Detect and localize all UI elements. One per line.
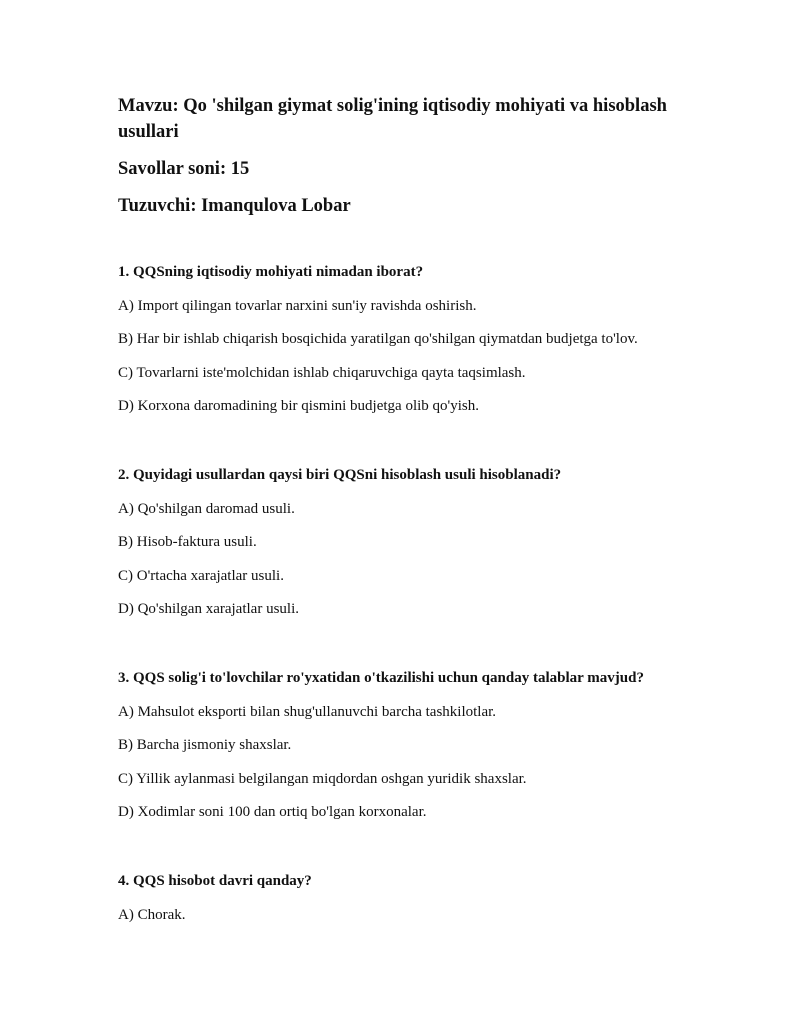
question-text: 4. QQS hisobot davri qanday? — [118, 873, 312, 889]
answer-option: A) Qo'shilgan daromad usuli. — [118, 500, 295, 517]
question-block — [118, 465, 738, 619]
question-block — [118, 871, 738, 925]
topic-title: Mavzu: Qo 'shilgan giymat solig'ining iqtisodiy mohiyati va hisoblash usullari — [118, 96, 667, 142]
question-block — [118, 262, 738, 416]
answer-option: D) Qo'shilgan xarajatlar usuli. — [118, 601, 299, 617]
answer-option: D) Xodimlar soni 100 dan ortiq bo'lgan korxonalar. — [118, 804, 427, 820]
answer-option: B) Barcha jismoniy shaxslar. — [118, 737, 292, 753]
answer-option: D) Korxona daromadining bir qismini budjetga olib qo'yish. — [118, 398, 479, 414]
author-line: Tuzuvchi: Imanqulova Lobar — [118, 196, 351, 216]
document-header — [118, 93, 688, 219]
question-text: 1. QQSning iqtisodiy mohiyati nimadan iborat? — [118, 264, 424, 280]
answer-option: C) O'rtacha xarajatlar usuli. — [118, 567, 284, 584]
answer-option: C) Yillik aylanmasi belgilangan miqdordan oshgan yuridik shaxslar. — [118, 770, 527, 787]
question-text: 2. Quyidagi usullardan qaysi biri QQSni hisoblash usuli hisoblanadi? — [118, 467, 562, 483]
question-text: 3. QQS solig'i to'lovchilar ro'yxatidan o'tkazilishi uchun qanday talablar mavjud? — [118, 670, 644, 686]
question-count: Savollar soni: 15 — [118, 159, 250, 179]
answer-option: A) Chorak. — [118, 906, 186, 923]
question-block — [118, 668, 738, 822]
answer-option: B) Har bir ishlab chiqarish bosqichida yaratilgan qo'shilgan qiymatdan budjetga to'lov. — [118, 331, 638, 347]
answer-option: C) Tovarlarni iste'molchidan ishlab chiqaruvchiga qayta taqsimlash. — [118, 364, 526, 381]
answer-option: A) Mahsulot eksporti bilan shug'ullanuvchi barcha tashkilotlar. — [118, 703, 497, 720]
answer-option: B) Hisob-faktura usuli. — [118, 534, 257, 550]
answer-option: A) Import qilingan tovarlar narxini sun'iy ravishda oshirish. — [118, 297, 477, 314]
